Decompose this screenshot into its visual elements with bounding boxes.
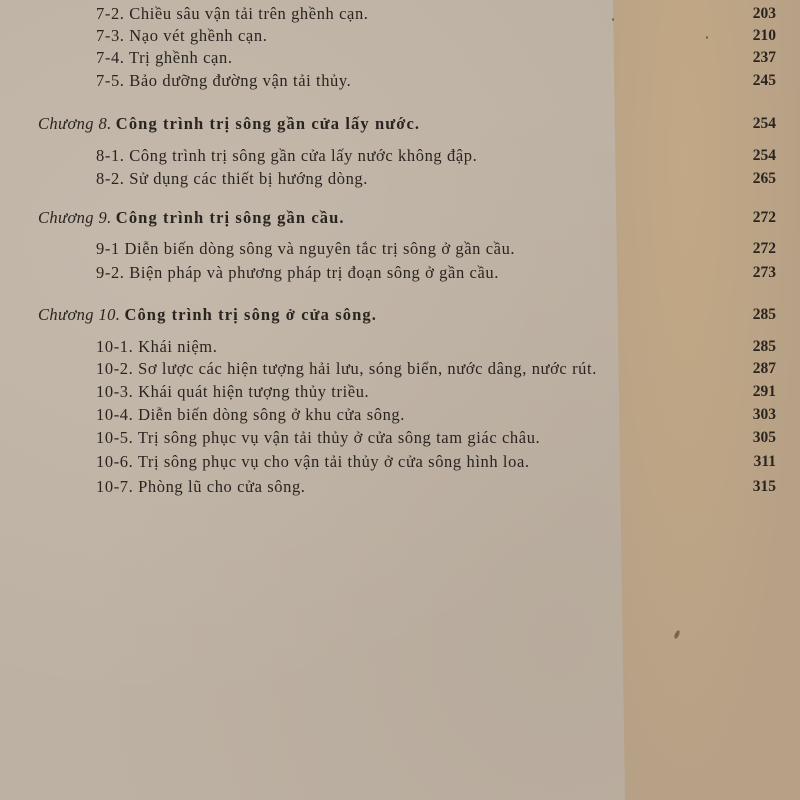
page-number: 254 xyxy=(752,147,776,164)
entry-title: Khái quát hiện tượng thủy triều. xyxy=(138,382,370,401)
page-number: 285 xyxy=(752,306,776,323)
page-number: 315 xyxy=(752,478,776,495)
page-number: 287 xyxy=(752,360,776,377)
page-number: 303 xyxy=(752,406,776,423)
entry-number: 10-4. xyxy=(96,405,134,424)
toc-entry xyxy=(0,168,800,190)
page-number: 245 xyxy=(752,72,776,89)
toc-entry xyxy=(0,238,800,260)
entry-title: Trị sông phục vụ cho vận tải thủy ở cửa sông hình loa. xyxy=(137,452,530,471)
entry-title: Trị sông phục vụ vận tải thủy ở cửa sông tam giác châu. xyxy=(137,428,541,447)
page-number: 273 xyxy=(752,264,776,281)
entry-title: Sử dụng các thiết bị hướng dòng. xyxy=(129,169,369,188)
chapter-prefix: Chương 10. xyxy=(38,305,121,324)
entry-number: 10-1. xyxy=(96,337,134,356)
entry-number: 10-5. xyxy=(96,428,134,447)
entry-title: Diễn biến dòng sông ở khu cửa sông. xyxy=(138,405,405,424)
page-number: 265 xyxy=(752,170,776,187)
toc-entry xyxy=(0,145,800,167)
page-number: 254 xyxy=(752,115,776,132)
toc-entry xyxy=(0,25,800,47)
chapter-title: Công trình trị sông gần cửa lấy nước. xyxy=(115,114,421,133)
page-number: 272 xyxy=(752,240,776,257)
entry-number: 7-5. xyxy=(96,71,125,90)
toc-entry xyxy=(0,451,800,473)
entry-number: 10-2. xyxy=(96,359,134,378)
chapter-heading xyxy=(0,304,800,326)
entry-number: 10-6. xyxy=(96,452,134,471)
toc-entry xyxy=(0,381,800,403)
entry-title: Phòng lũ cho cửa sông. xyxy=(138,477,306,496)
entry-number: 8-1. xyxy=(96,146,125,165)
toc-entry xyxy=(0,404,800,426)
chapter-heading xyxy=(0,113,800,135)
chapter-prefix: Chương 9. xyxy=(38,208,112,227)
toc-entry xyxy=(0,358,800,380)
toc-entry xyxy=(0,70,800,92)
toc-entry xyxy=(0,262,800,284)
entry-number: 7-4. xyxy=(96,48,125,67)
entry-title: Công trình trị sông gần cửa lấy nước không đập. xyxy=(129,146,478,165)
page-number: 311 xyxy=(753,453,776,470)
toc-entry xyxy=(0,476,800,498)
entry-number: 7-3. xyxy=(96,26,125,45)
chapter-title: Công trình trị sông gần cầu. xyxy=(115,208,345,227)
page-number: 305 xyxy=(752,429,776,446)
page-number: 210 xyxy=(752,27,776,44)
chapter-prefix: Chương 8. xyxy=(38,114,112,133)
entry-number: 7-2. xyxy=(96,4,125,23)
page-number: 285 xyxy=(752,338,776,355)
page-number: 272 xyxy=(752,209,776,226)
toc-entry xyxy=(0,3,800,25)
entry-number: 9-2. xyxy=(96,263,125,282)
entry-title: Khái niệm. xyxy=(138,337,218,356)
entry-number: 8-2. xyxy=(96,169,125,188)
entry-title: Sơ lược các hiện tượng hải lưu, sóng biển, nước dâng, nước rút. xyxy=(138,359,597,378)
entry-number: 10-7. xyxy=(96,477,134,496)
entry-number: 9-1 xyxy=(96,239,120,258)
chapter-title: Công trình trị sông ở cửa sông. xyxy=(124,305,377,324)
toc-entry xyxy=(0,47,800,69)
toc-entry xyxy=(0,336,800,358)
page-number: 203 xyxy=(752,5,776,22)
entry-title: Biện pháp và phương pháp trị đoạn sông ở gần cầu. xyxy=(129,263,499,282)
page-number: 291 xyxy=(752,383,776,400)
entry-title: Chiều sâu vận tải trên ghềnh cạn. xyxy=(129,4,369,23)
entry-title: Trị ghềnh cạn. xyxy=(128,48,233,67)
entry-number: 10-3. xyxy=(96,382,134,401)
chapter-heading xyxy=(0,207,800,229)
toc-entry xyxy=(0,427,800,449)
page-number: 237 xyxy=(752,49,776,66)
entry-title: Nạo vét ghềnh cạn. xyxy=(129,26,268,45)
entry-title: Bảo dưỡng đường vận tải thủy. xyxy=(129,71,352,90)
entry-title: Diễn biến dòng sông và nguyên tắc trị sông ở gần cầu. xyxy=(124,239,516,258)
